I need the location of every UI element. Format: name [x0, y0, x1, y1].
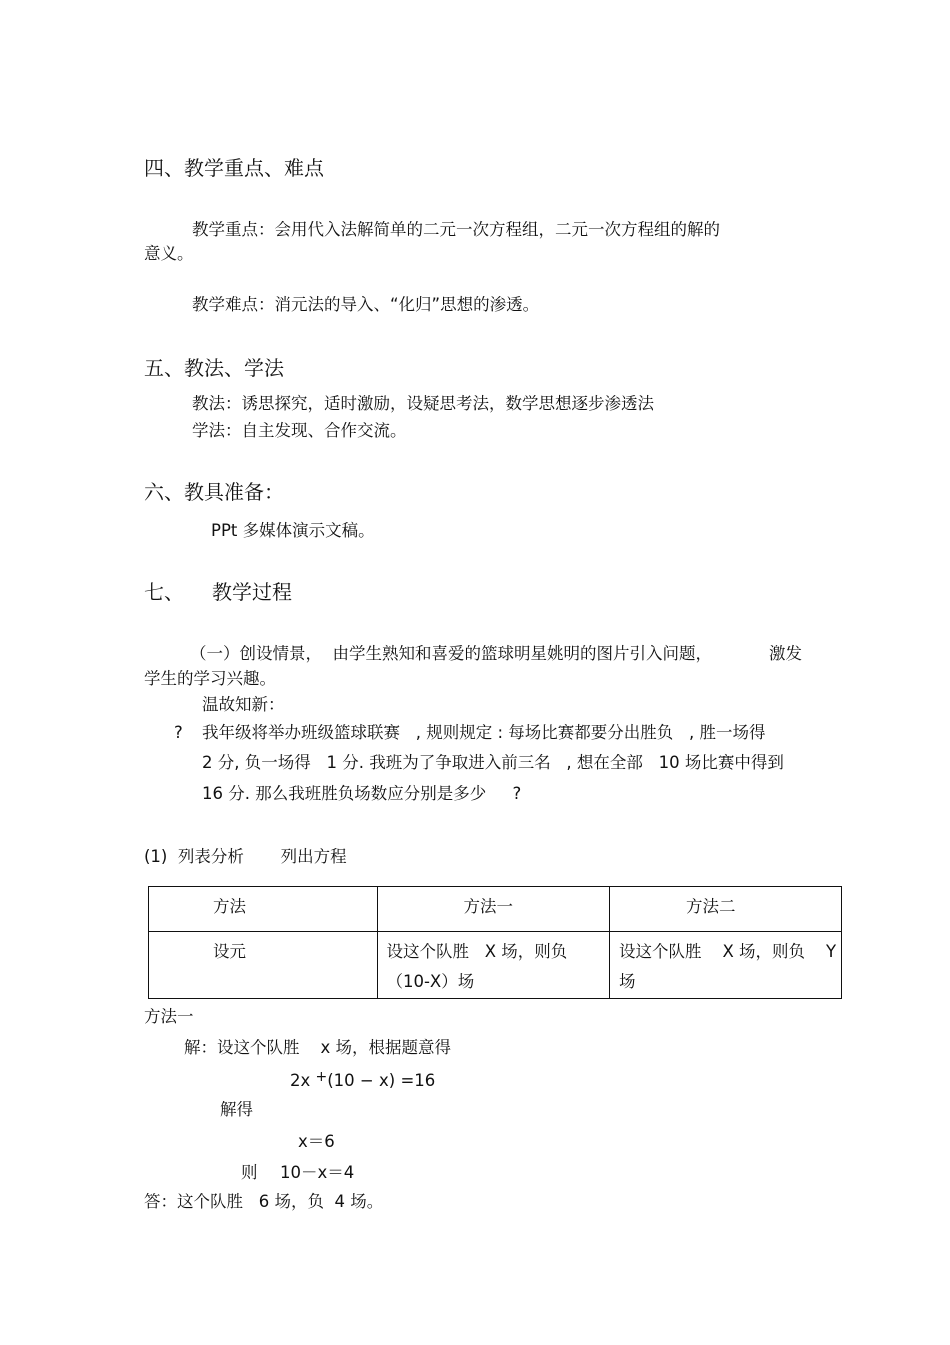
solve-label: 解得: [220, 1100, 253, 1119]
solution-let: 解：设这个队胜 x 场，根据题意得: [184, 1038, 451, 1057]
method-2-line-2: 场: [619, 971, 636, 991]
key-points-line-2: 意义。: [144, 244, 194, 263]
then-value: 10－x＝4: [280, 1163, 355, 1182]
table-cell: [378, 932, 610, 999]
section-heading-5: 五、教法、学法: [144, 356, 284, 380]
problem-line-3: 16 分. 那么我班胜负场数应分别是多少 ?: [202, 784, 522, 803]
method-2-cell: [610, 932, 841, 996]
problem-line-2: 2 分, 负一场得 1 分. 我班为了争取进入前三名 , 想在全部 10 场比赛中得到: [202, 753, 784, 772]
table-row: [149, 932, 842, 999]
section-heading-4: 四、教学重点、难点: [144, 156, 324, 180]
table-cell: [610, 932, 842, 999]
intro-line-2: 学生的学习兴趣。: [144, 669, 276, 688]
table-header-cell: [610, 887, 842, 932]
solution-title: 方法一: [144, 1007, 194, 1026]
table-header-cell: [378, 887, 610, 932]
section-heading-7: 教学过程: [212, 580, 292, 604]
equation-left: 2x: [290, 1071, 316, 1090]
method-1-line-1: 设这个队胜 X 场，则负: [386, 942, 568, 961]
section-heading-6: 六、教具准备：: [144, 480, 284, 504]
problem-line-1: 我年级将举办班级篮球联赛 , 规则规定 : 每场比赛都要分出胜负 , 胜一场得: [202, 723, 766, 742]
section-heading-7-number: 七、: [144, 580, 184, 604]
teaching-method: 教法：诱思探究，适时激励，设疑思考法，数学思想逐步渗透法: [192, 394, 654, 413]
header-method-1: 方法一: [463, 897, 513, 916]
learning-method: 学法：自主发现、合作交流。: [192, 421, 407, 440]
x-value: x＝6: [298, 1132, 335, 1151]
then-label: 则: [241, 1163, 258, 1182]
table-header-row: [149, 887, 842, 932]
analysis-table: [148, 886, 842, 999]
equation: [290, 1071, 435, 1091]
teaching-tools: PPt 多媒体演示文稿。: [211, 521, 375, 540]
method-1-line-2: （10-X）场: [386, 971, 475, 991]
equation-right: (10 − x) =16: [327, 1071, 436, 1090]
table-header-cell: [149, 887, 378, 932]
key-points-line-1: 教学重点：会用代入法解简单的二元一次方程组，二元一次方程组的解的: [192, 220, 720, 239]
header-method: 方法: [213, 897, 246, 916]
row-label: 设元: [213, 942, 246, 961]
difficulty-points: 教学难点：消元法的导入、“化归”思想的渗透。: [192, 295, 540, 314]
table-cell: [149, 932, 378, 999]
intro-line-1: （一）创设情景， 由学生熟知和喜爱的篮球明星姚明的图片引入问题，: [190, 644, 712, 663]
problem-mark: ?: [174, 723, 183, 742]
answer: 答：这个队胜 6 场，负 4 场。: [144, 1192, 384, 1211]
equation-plus: +: [315, 1069, 328, 1085]
method-2-line-1: 设这个队胜 X 场，则负 Y: [619, 942, 837, 961]
header-method-2: 方法二: [686, 897, 736, 916]
intro-line-1-tail: 激发: [769, 644, 802, 663]
review-label: 温故知新：: [202, 695, 285, 714]
step-1-label: (1) 列表分析 列出方程: [144, 847, 347, 866]
method-1-cell: [378, 932, 609, 996]
